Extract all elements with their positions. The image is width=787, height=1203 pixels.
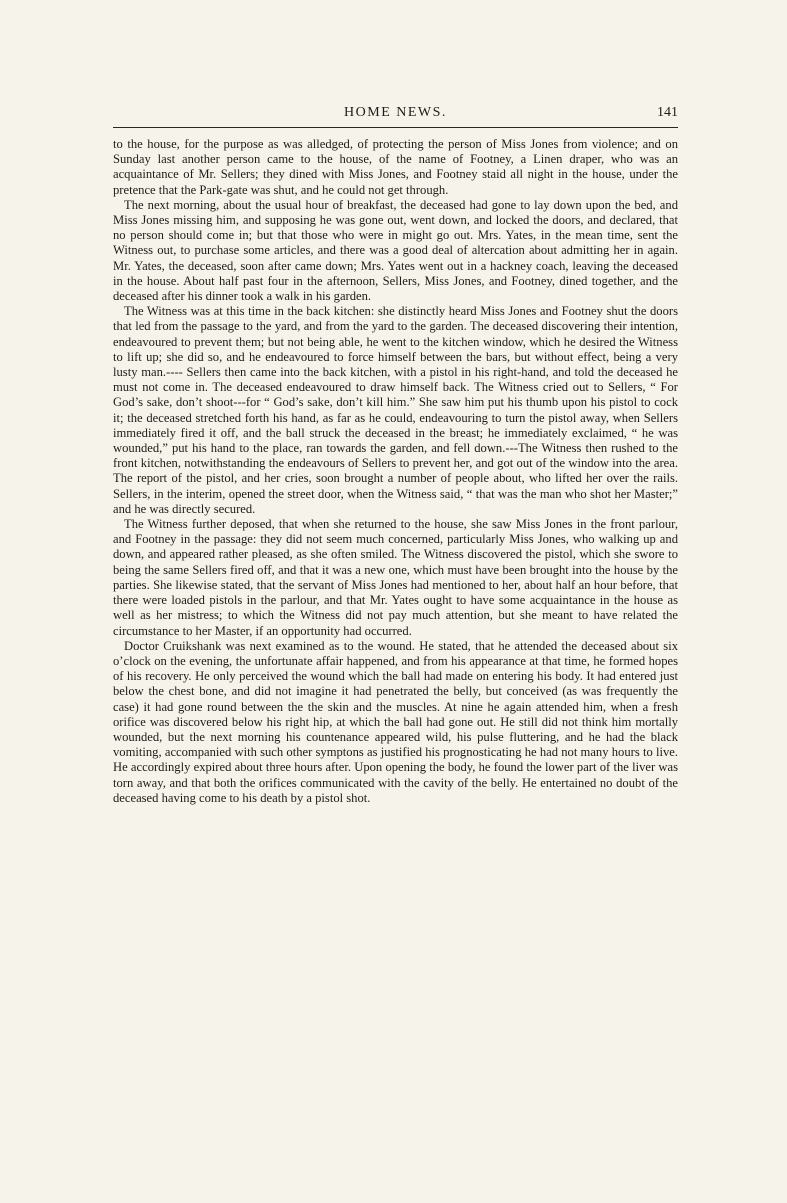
article-body — [113, 137, 678, 806]
paragraph-4: The Witness further deposed, that when she returned to the house, she saw Miss Jones in the front parlour, and Footney in the passage: they did not seem much concerned, particularly Miss Jones, who walking up and down, and appeared rather pleased, as she often smiled. The Witness discovered the pistol, which she swore to being the same Sellers fired off, and that it was a new one, which must have been brought into the house by the parties. She likewise stated, that the servant of Miss Jones had mentioned to her, about half an hour before, that there were loaded pistols in the parlour, and that Mr. Yates ought to have some acquaintance in the house as well as her mistress; to which the Witness did not pay much attention, but she meant to have related the circumstance to her Master, if an opportunity had occurred. — [113, 517, 678, 638]
paragraph-1: to the house, for the purpose as was alledged, of protecting the person of Miss Jones from violence; and on Sunday last another person came to the house, of the name of Footney, a Linen draper, who was an acquaintance of Mr. Sellers; they dined with Miss Jones, and Footney staid all night in the house, under the pretence that the Park-gate was shut, and he could not get through. — [113, 137, 678, 197]
page-header — [113, 104, 678, 124]
paragraph-3: The Witness was at this time in the back kitchen: she distinctly heard Miss Jones and Footney shut the doors that led from the passage to the yard, and from the yard to the garden. The deceased discovering their intention, endeavoured to prevent them; but not being able, he went to the kitchen window, which he desired the Witness to lift up; she did so, and he endeavoured to force himself between the bars, but without effect, being a very lusty man.---- Sellers then came into the back kitchen, with a pistol in his right-hand, and told the deceased he must not come in. The deceased endeavoured to draw himself back. The Witness cried out to Sellers, “ For God’s sake, don’t shoot---for “ God’s sake, don’t kill him.” She saw him put his thumb upon his pistol to cock it; the deceased stretched forth his hand, as far as he could, endeavouring to turn the pistol away, when Sellers immediately fired it off, and the ball struck the deceased in the breast; he immediately exclaimed, “ he was wounded,” put his hand to the place, ran towards the garden, and fell down.---The Witness then rushed to the front kitchen, notwithstanding the endeavours of Sellers to prevent her, and got out of the window into the area. The report of the pistol, and her cries, soon brought a number of people about, who lifted her over the rails. Sellers, in the interim, opened the street door, when the Witness said, “ that was the man who shot her Master;” and he was directly secured. — [113, 304, 678, 516]
page-number: 141 — [657, 105, 678, 120]
paragraph-5: Doctor Cruikshank was next examined as to the wound. He stated, that he attended the deceased about six o’clock on the evening, the unfortunate affair happened, and from his appearance at that time, he formed hopes of his recovery. He only perceived the wound which the ball had made on entering his body. It had entered just below the chest bone, and did not imagine it had penetrated the belly, but conceived (as was frequently the case) it had gone round between the the skin and the muscles. At nine he again attended him, when a fresh orifice was discovered below his right hip, at which the ball had gone out. He still did not think him mortally wounded, but the next morning his countenance appeared wild, his pulse fluttering, and he had the black vomiting, accompanied with such other symptons as justified his prognosticating he had not many hours to live. He accordingly expired about three hours after. Upon opening the body, he found the lower part of the liver was torn away, and that both the orifices communicated with the cavity of the belly. He entertained no doubt of the deceased having come to his death by a pistol shot. — [113, 638, 678, 805]
running-head: HOME NEWS. — [344, 105, 447, 120]
paragraph-2: The next morning, about the usual hour of breakfast, the deceased had gone to lay down upon the bed, and Miss Jones missing him, and supposing he was gone out, went down, and locked the doors, and declared, that no person should come in; but that those who were in might go out. Mrs. Yates, in the mean time, sent the Witness out, to purchase some articles, and there was a good deal of altercation about admitting her in again. Mr. Yates, the deceased, soon after came down; Mrs. Yates went out in a hackney coach, leaving the deceased in the house. About half past four in the afternoon, Sellers, Miss Jones, and Footney, dined together, and the deceased after his dinner took a walk in his garden. — [113, 197, 678, 304]
header-rule — [113, 127, 678, 128]
